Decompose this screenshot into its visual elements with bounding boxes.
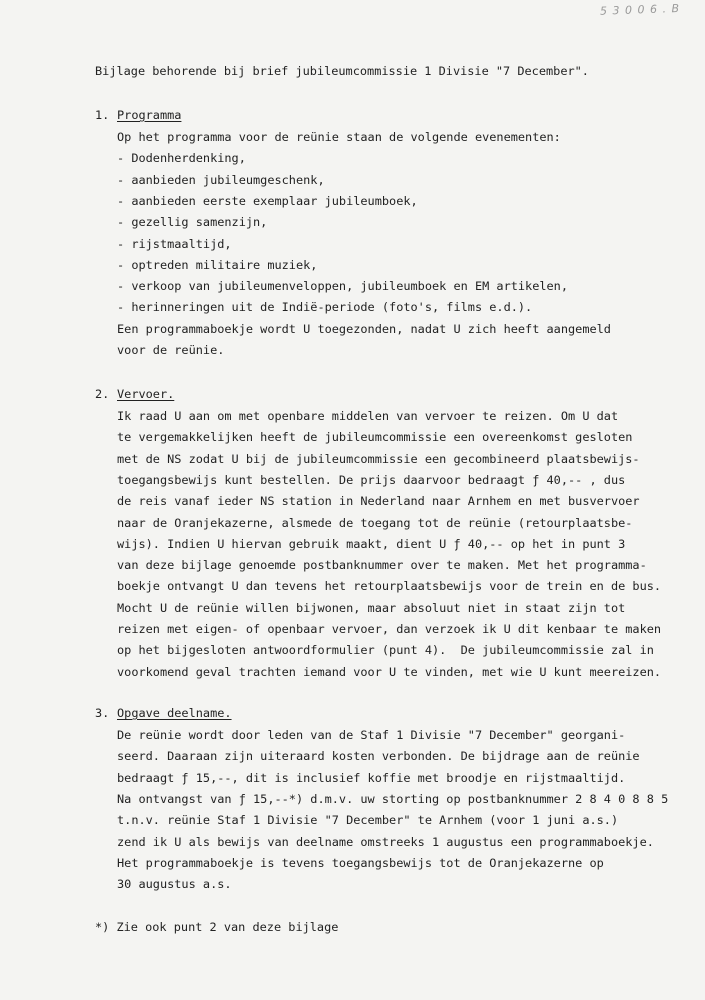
section-text-line: seerd. Daaraan zijn uiteraard kosten verbonden. De bijdrage aan de reünie — [117, 749, 640, 764]
section-text-line: Het programmaboekje is tevens toegangsbewijs tot de Oranjekazerne op — [117, 855, 604, 870]
section-text-line: Ik raad U aan om met openbare middelen van vervoer te reizen. Om U dat — [117, 409, 619, 423]
section-heading: Opgave deelname. — [117, 706, 232, 720]
section-text-line: zend ik U als bewijs van deelname omstreeks 1 augustus een programmaboekje. — [117, 834, 654, 849]
section-text-line: reizen met eigen- of openbaar vervoer, dan verzoek ik U dit kenbaar te maken — [117, 622, 662, 636]
section-number: 1. — [95, 108, 110, 122]
section-text-line: op het bijgesloten antwoordformulier (punt 4). De jubileumcommissie zal in — [117, 643, 654, 658]
section-text-line: - verkoop van jubileumenveloppen, jubileumboek en EM artikelen, — [117, 279, 569, 294]
section-text-line: wijs). Indien U hiervan gebruik maakt, dient U ƒ 40,-- op het in punt 3 — [117, 536, 626, 551]
section-text-line: - optreden militaire muziek, — [117, 257, 318, 272]
section-text-line: te vergemakkelijken heeft de jubileumcommissie een overeenkomst gesloten — [117, 430, 633, 445]
section-text-line: - Dodenherdenking, — [117, 151, 246, 166]
archive-stamp: 5 3 0 0 6 . B — [599, 1, 681, 18]
section-text-line: voorkomend geval trachten iemand voor U te vinden, met wie U kunt meereizen. — [117, 664, 662, 679]
footnote: *) Zie ook punt 2 van deze bijlage — [95, 920, 339, 934]
section-text-line: - gezellig samenzijn, — [117, 215, 268, 230]
section-text-line: boekje ontvangt U dan tevens het retourplaatsbewijs voor de trein en de bus. — [117, 579, 662, 594]
section-text-line: De reünie wordt door leden van de Staf 1 Divisie "7 December" georgani- — [117, 728, 626, 742]
section-text-line: van deze bijlage genoemde postbanknummer over te maken. Met het programma- — [117, 558, 647, 573]
section-number: 3. — [95, 706, 110, 720]
section-text-line: voor de reünie. — [117, 343, 225, 357]
section-text-line: toegangsbewijs kunt bestellen. De prijs daarvoor bedraagt ƒ 40,-- , dus — [117, 472, 626, 487]
section-text-line: - rijstmaaltijd, — [117, 236, 232, 251]
section-heading: Vervoer. — [117, 387, 175, 401]
section-number: 2. — [95, 387, 110, 401]
section-text-line: naar de Oranjekazerne, alsmede de toegang tot de reünie (retourplaatsbe- — [117, 515, 633, 530]
section-text-line: - aanbieden jubileumgeschenk, — [117, 172, 325, 187]
section-text-line: Mocht U de reünie willen bijwonen, maar absoluut niet in staat zijn tot — [117, 600, 626, 615]
section-text-line: Op het programma voor de reünie staan de volgende evenementen: — [117, 130, 561, 144]
section-text-line: - aanbieden eerste exemplaar jubileumboek, — [117, 193, 418, 208]
section-text-line: - herinneringen uit de Indië-periode (foto's, films e.d.). — [117, 300, 533, 315]
document-title: Bijlage behorende bij brief jubileumcommissie 1 Divisie "7 December". — [95, 64, 589, 78]
section-text-line: de reis vanaf ieder NS station in Nederland naar Arnhem en met busvervoer — [117, 494, 640, 509]
section-text-line: met de NS zodat U bij de jubileumcommissie een gecombineerd plaatsbewijs- — [117, 451, 640, 466]
section-text-line: Een programmaboekje wordt U toegezonden, nadat U zich heeft aangemeld — [117, 321, 611, 336]
section-text-line: 30 augustus a.s. — [117, 877, 232, 892]
section-text-line: bedraagt ƒ 15,--, dit is inclusief koffie met broodje en rijstmaaltijd. — [117, 770, 626, 785]
section-text-line: t.n.v. reünie Staf 1 Divisie "7 December" te Arnhem (voor 1 juni a.s.) — [117, 813, 619, 828]
section-heading: Programma — [117, 108, 182, 122]
section-text-line: Na ontvangst van ƒ 15,--*) d.m.v. uw storting op postbanknummer 2 8 4 0 8 8 5 — [117, 791, 669, 806]
